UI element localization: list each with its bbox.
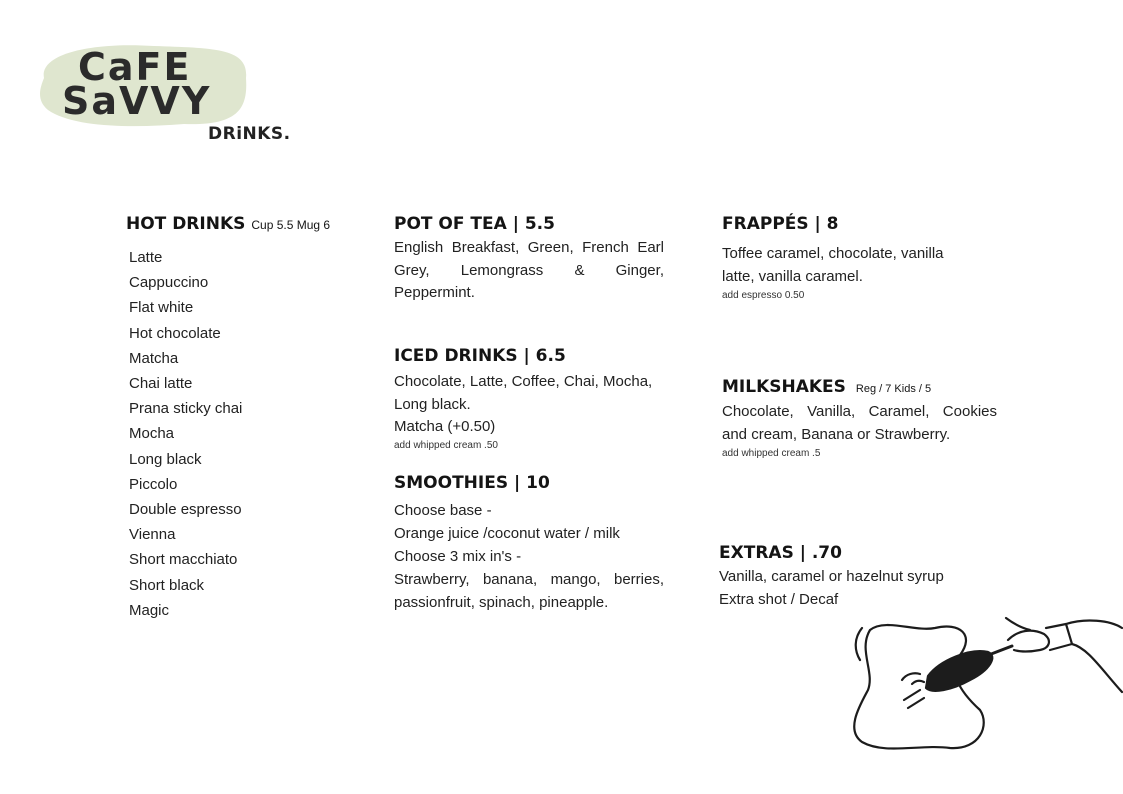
frappes-title: FRAPPÉS | 8 [722,214,839,234]
pot-of-tea-title: POT OF TEA | 5.5 [394,214,555,234]
iced-drinks-title: ICED DRINKS | 6.5 [394,346,566,366]
frappes-note: add espresso 0.50 [722,290,805,301]
hot-drinks-heading [126,214,330,234]
list-item: Chai latte [129,375,193,393]
iced-drinks-text: Chocolate, Latte, Coffee, Chai, Mocha, Long black. [394,373,653,413]
logo-line-2: SaVVY [62,79,212,123]
smoothies-title: SMOOTHIES | 10 [394,473,550,493]
milkshakes-heading [722,377,1002,397]
frying-pan-toast-icon [840,610,1123,760]
list-item: Flat white [129,299,194,317]
list-item: Matcha [129,349,179,367]
list-item: Magic [129,601,170,619]
pot-of-tea-text: English Breakfast, Green, French Earl Grey, Lemongrass & Ginger, Peppermint. [394,239,664,301]
extras-shot: Extra shot / Decaf [719,591,839,608]
hot-drinks-price: Cup 5.5 Mug 6 [251,218,331,232]
extras-title: EXTRAS | .70 [719,543,842,563]
list-item: Prana sticky chai [129,400,243,418]
extras-syrups: Vanilla, caramel or hazelnut syrup [719,568,944,585]
logo-line-1: CaFE [78,45,192,89]
smoothies-mix-label: Choose 3 mix in's - [394,548,522,565]
list-item: Mocha [129,425,175,443]
smoothies-base-label: Choose base - [394,502,492,519]
list-item: Long black [129,450,202,468]
smoothies-mix-options: Strawberry, banana, mango, berries, passionfruit, spinach, pineapple. [394,571,664,611]
hot-drinks-list [129,245,242,623]
list-item: Piccolo [129,475,178,493]
list-item: Cappuccino [129,274,209,292]
milkshakes-note: add whipped cream .5 [722,448,821,459]
milkshakes-title: MILKSHAKES [722,377,846,397]
list-item: Short black [129,576,205,594]
frappes-text: Toffee caramel, chocolate, vanilla latte, vanilla caramel. [722,245,944,285]
iced-drinks-matcha: Matcha (+0.50) [394,418,496,435]
list-item: Vienna [129,526,176,544]
milkshakes-text: Chocolate, Vanilla, Caramel, Cookies and cream, Banana or Strawberry. [722,403,997,443]
list-item: Hot chocolate [129,324,221,342]
milkshakes-price: Reg / 7 Kids / 5 [855,383,932,395]
smoothies-base-options: Orange juice /coconut water / milk [394,525,620,542]
list-item: Double espresso [129,501,242,519]
iced-drinks-note: add whipped cream .50 [394,440,498,451]
list-item: Short macchiato [129,551,238,569]
hot-drinks-title: HOT DRINKS [126,214,246,234]
menu-subtitle: DRiNKS. [208,124,291,144]
list-item: Latte [129,249,163,266]
